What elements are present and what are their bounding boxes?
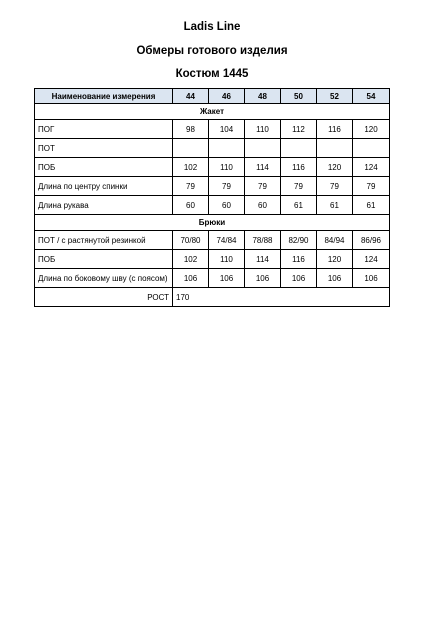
table-cell: 106: [281, 269, 317, 288]
table-row: [35, 250, 390, 269]
column-header-size-50: 50: [281, 89, 317, 104]
table-cell: 120: [317, 158, 353, 177]
table-cell: 106: [353, 269, 390, 288]
table-cell: 84/94: [317, 231, 353, 250]
measurement-label: ПОБ: [35, 158, 173, 177]
product-title: Костюм 1445: [175, 68, 249, 80]
table-cell: [281, 139, 317, 158]
table-cell: 116: [281, 250, 317, 269]
column-header-size-44: 44: [173, 89, 209, 104]
table-cell: 82/90: [281, 231, 317, 250]
table-row: [35, 269, 390, 288]
table-row: [35, 139, 390, 158]
section-title: Жакет: [35, 104, 390, 120]
table-cell: 102: [173, 158, 209, 177]
table-cell: 116: [281, 158, 317, 177]
table-cell: 106: [209, 269, 245, 288]
table-row: [35, 120, 390, 139]
table-cell: 60: [245, 196, 281, 215]
table-cell: 61: [317, 196, 353, 215]
measurement-label: ПОТ / с растянутой резинкой: [35, 231, 173, 250]
table-row: [35, 158, 390, 177]
measurement-label: Длина по центру спинки: [35, 177, 173, 196]
table-cell: 110: [209, 158, 245, 177]
measurements-table: [34, 88, 390, 307]
measurement-label: Длина по боковому шву (с поясом): [35, 269, 173, 288]
table-cell: 116: [317, 120, 353, 139]
header-row: [35, 89, 390, 104]
column-header-size-52: 52: [317, 89, 353, 104]
table-cell: 79: [353, 177, 390, 196]
measurement-label: Длина рукава: [35, 196, 173, 215]
table-cell: 78/88: [245, 231, 281, 250]
table-cell: 86/96: [353, 231, 390, 250]
table-cell: 114: [245, 250, 281, 269]
table-cell: 79: [281, 177, 317, 196]
measurement-label: ПОТ: [35, 139, 173, 158]
table-row: [35, 196, 390, 215]
document-subtitle: Обмеры готового изделия: [136, 45, 288, 57]
table-cell: 104: [209, 120, 245, 139]
height-value: 170: [173, 288, 390, 307]
column-header-size-48: 48: [245, 89, 281, 104]
section-title: Брюки: [35, 215, 390, 231]
table-cell: [317, 139, 353, 158]
table-cell: 124: [353, 158, 390, 177]
table-cell: 120: [353, 120, 390, 139]
table-cell: 79: [317, 177, 353, 196]
table-cell: 102: [173, 250, 209, 269]
table-cell: [173, 139, 209, 158]
table-cell: 79: [245, 177, 281, 196]
table-cell: [209, 139, 245, 158]
table-cell: 106: [317, 269, 353, 288]
table-row: [35, 231, 390, 250]
column-header-measurement: Наименование измерения: [35, 89, 173, 104]
section-row: [35, 104, 390, 120]
table-cell: 110: [209, 250, 245, 269]
table-row: [35, 177, 390, 196]
table-cell: [245, 139, 281, 158]
table-cell: 114: [245, 158, 281, 177]
table-cell: 106: [173, 269, 209, 288]
table-cell: 79: [209, 177, 245, 196]
table-cell: [353, 139, 390, 158]
table-cell: 112: [281, 120, 317, 139]
height-row: [35, 288, 390, 307]
measurement-label: ПОГ: [35, 120, 173, 139]
measurement-label: ПОБ: [35, 250, 173, 269]
table-cell: 120: [317, 250, 353, 269]
column-header-size-54: 54: [353, 89, 390, 104]
table-cell: 61: [353, 196, 390, 215]
table-cell: 124: [353, 250, 390, 269]
table-cell: 98: [173, 120, 209, 139]
table-cell: 70/80: [173, 231, 209, 250]
table-cell: 60: [209, 196, 245, 215]
brand-title: Ladis Line: [183, 21, 241, 33]
table-cell: 79: [173, 177, 209, 196]
table-cell: 60: [173, 196, 209, 215]
table-cell: 110: [245, 120, 281, 139]
section-row: [35, 215, 390, 231]
height-label: РОСТ: [35, 288, 173, 307]
table-cell: 74/84: [209, 231, 245, 250]
column-header-size-46: 46: [209, 89, 245, 104]
table-cell: 106: [245, 269, 281, 288]
table-cell: 61: [281, 196, 317, 215]
